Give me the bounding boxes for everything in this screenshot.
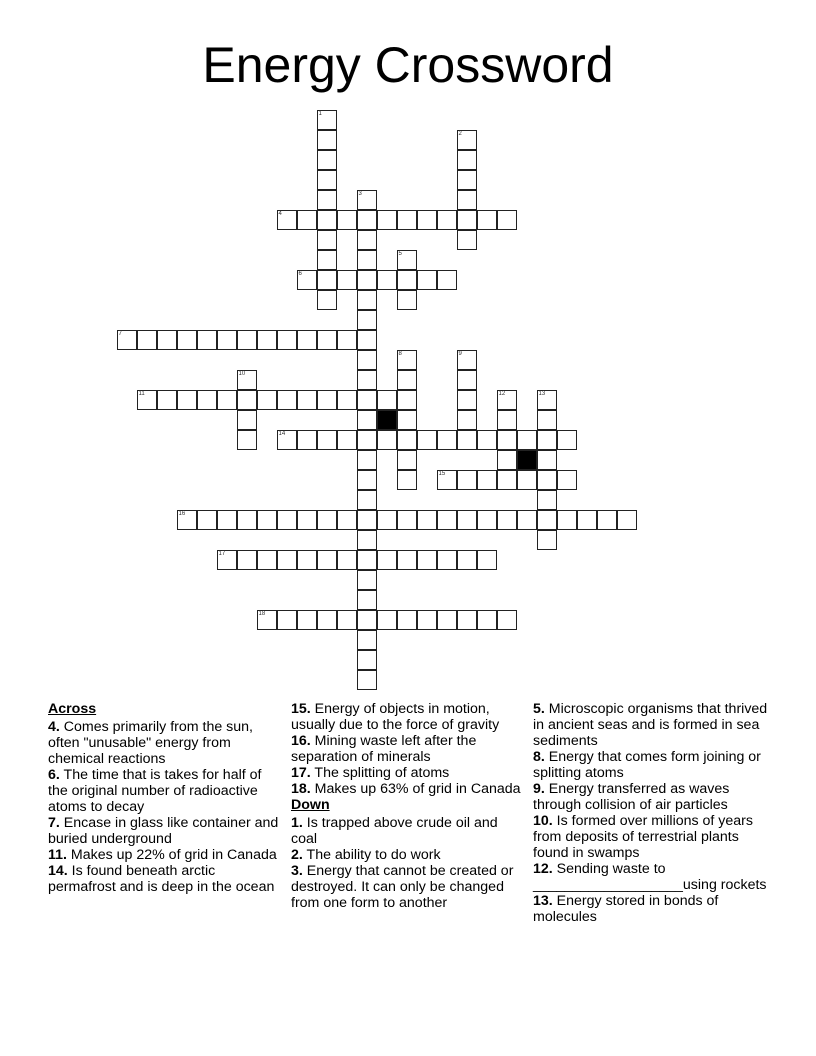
grid-cell[interactable]	[357, 250, 377, 270]
grid-cell[interactable]	[277, 210, 297, 230]
grid-cell[interactable]	[397, 290, 417, 310]
clue-across-15	[291, 701, 527, 733]
clue-number: 4.	[48, 719, 60, 735]
grid-cell[interactable]	[297, 510, 317, 530]
grid-cell[interactable]	[397, 370, 417, 390]
grid-cell[interactable]	[497, 450, 517, 470]
clue-number: 8.	[533, 749, 545, 765]
grid-cell[interactable]	[357, 230, 377, 250]
cell-number: 15	[438, 470, 446, 477]
grid-cell[interactable]	[597, 510, 617, 530]
page-title: Energy Crossword	[202, 37, 614, 93]
grid-cell[interactable]	[317, 150, 337, 170]
grid-cell[interactable]	[397, 610, 417, 630]
clue-text: Comes primarily from the sun, often "unusable" energy from chemical reactions	[48, 719, 254, 767]
grid-cell[interactable]	[357, 210, 377, 230]
grid-cell[interactable]	[357, 410, 377, 430]
grid-cell[interactable]	[457, 130, 477, 150]
cell-number: 5	[398, 250, 402, 257]
clue-down-12	[533, 861, 773, 893]
clue-text: Energy that comes form joining or splitting atoms	[533, 749, 761, 781]
grid-cell[interactable]	[177, 510, 197, 530]
grid-cell[interactable]	[337, 550, 357, 570]
grid-cell[interactable]	[157, 390, 177, 410]
grid-cell[interactable]	[457, 390, 477, 410]
grid-cell[interactable]	[317, 550, 337, 570]
grid-cell[interactable]	[317, 250, 337, 270]
grid-cell[interactable]	[577, 510, 597, 530]
clue-across-7	[48, 815, 283, 847]
grid-cell[interactable]	[297, 610, 317, 630]
clue-number: 7.	[48, 815, 60, 831]
grid-cell[interactable]	[417, 430, 437, 450]
grid-cell[interactable]	[277, 430, 297, 450]
grid-cell[interactable]	[217, 330, 237, 350]
grid-cell[interactable]	[357, 490, 377, 510]
grid-cell[interactable]	[357, 430, 377, 450]
clue-number: 12.	[533, 861, 553, 877]
clues-column-2	[291, 701, 527, 911]
grid-cell[interactable]	[357, 570, 377, 590]
cell-number: 1	[318, 110, 322, 117]
grid-cell[interactable]	[377, 430, 397, 450]
grid-cell[interactable]	[317, 390, 337, 410]
cell-number: 4	[278, 210, 282, 217]
clue-across-11	[48, 847, 283, 863]
cell-number: 7	[118, 330, 122, 337]
grid-cell[interactable]	[357, 650, 377, 670]
clue-text: The ability to do work	[302, 847, 441, 863]
clue-number: 14.	[48, 863, 68, 879]
grid-cell[interactable]	[317, 270, 337, 290]
grid-cell[interactable]	[317, 610, 337, 630]
grid-cell[interactable]	[397, 410, 417, 430]
grid-cell[interactable]	[497, 470, 517, 490]
cell-number: 14	[278, 430, 286, 437]
cell-number: 8	[398, 350, 402, 357]
clue-text: Makes up 63% of grid in Canada	[310, 781, 521, 797]
grid-cell[interactable]	[357, 590, 377, 610]
clue-text: Is formed over millions of years from deposits of terrestrial plants found in swamps	[533, 813, 754, 861]
grid-cell[interactable]	[457, 610, 477, 630]
grid-cell[interactable]	[357, 450, 377, 470]
grid-cell[interactable]	[557, 510, 577, 530]
grid-cell[interactable]	[437, 470, 457, 490]
grid-cell[interactable]	[277, 330, 297, 350]
clue-number: 16.	[291, 733, 311, 749]
grid-cell[interactable]	[217, 510, 237, 530]
clue-number: 6.	[48, 767, 60, 783]
grid-cell[interactable]	[397, 210, 417, 230]
clue-across-17	[291, 765, 527, 781]
grid-cell[interactable]	[237, 430, 257, 450]
grid-cell[interactable]	[517, 430, 537, 450]
grid-cell[interactable]	[497, 510, 517, 530]
grid-cell[interactable]	[177, 330, 197, 350]
clue-text: Energy that cannot be created or destroyed. It can only be changed from one form to another	[291, 863, 514, 911]
grid-cell[interactable]	[497, 210, 517, 230]
grid-cell[interactable]	[377, 210, 397, 230]
grid-cell[interactable]	[457, 410, 477, 430]
grid-cell[interactable]	[357, 290, 377, 310]
grid-cell[interactable]	[357, 310, 377, 330]
grid-cell[interactable]	[397, 250, 417, 270]
grid-cell[interactable]	[437, 430, 457, 450]
grid-cell[interactable]	[497, 410, 517, 430]
grid-cell[interactable]	[237, 510, 257, 530]
grid-cell[interactable]	[477, 430, 497, 450]
clue-number: 18.	[291, 781, 311, 797]
grid-cell[interactable]	[457, 370, 477, 390]
grid-cell[interactable]	[337, 270, 357, 290]
grid-cell[interactable]	[377, 390, 397, 410]
grid-cell[interactable]	[257, 330, 277, 350]
cell-number: 11	[138, 390, 145, 397]
grid-cell[interactable]	[297, 390, 317, 410]
clue-across-4	[48, 719, 283, 767]
clue-down-5	[533, 701, 773, 749]
grid-cell[interactable]	[237, 390, 257, 410]
grid-cell[interactable]	[317, 170, 337, 190]
grid-cell[interactable]	[557, 430, 577, 450]
clue-down-10	[533, 813, 773, 861]
clues-column-1	[48, 701, 283, 895]
grid-cell[interactable]	[297, 330, 317, 350]
grid-cell[interactable]	[237, 550, 257, 570]
clue-across-14	[48, 863, 283, 895]
grid-cell[interactable]	[437, 210, 457, 230]
clue-number: 5.	[533, 701, 545, 717]
clue-across-18	[291, 781, 527, 797]
grid-cell[interactable]	[397, 550, 417, 570]
cell-number: 18	[258, 610, 266, 617]
grid-cell[interactable]	[317, 130, 337, 150]
grid-cell[interactable]	[617, 510, 637, 530]
grid-cell[interactable]	[317, 290, 337, 310]
down-heading: Down	[291, 797, 330, 813]
grid-cell[interactable]	[277, 390, 297, 410]
grid-cell[interactable]	[397, 510, 417, 530]
clue-down-13	[533, 893, 773, 925]
clue-text: Energy of objects in motion, usually due to the force of gravity	[291, 701, 500, 733]
clue-down-9	[533, 781, 773, 813]
grid-cell[interactable]	[357, 610, 377, 630]
cell-number: 9	[458, 350, 462, 357]
grid-cell[interactable]	[317, 330, 337, 350]
grid-cell[interactable]	[277, 610, 297, 630]
grid-cell[interactable]	[457, 210, 477, 230]
grid-cell[interactable]	[357, 630, 377, 650]
cell-number: 12	[498, 390, 506, 397]
black-cell	[377, 410, 397, 430]
clue-across-6	[48, 767, 283, 815]
grid-cell[interactable]	[357, 270, 377, 290]
grid-cell[interactable]	[277, 550, 297, 570]
grid-cell[interactable]	[337, 210, 357, 230]
grid-cell[interactable]	[377, 270, 397, 290]
grid-cell[interactable]	[477, 210, 497, 230]
grid-cell[interactable]	[137, 330, 157, 350]
clue-text: Makes up 22% of grid in Canada	[66, 847, 277, 863]
grid-cell[interactable]	[437, 270, 457, 290]
grid-cell[interactable]	[297, 430, 317, 450]
grid-cell[interactable]	[477, 510, 497, 530]
grid-cell[interactable]	[417, 270, 437, 290]
grid-cell[interactable]	[357, 530, 377, 550]
grid-cell[interactable]	[397, 270, 417, 290]
grid-cell[interactable]	[537, 470, 557, 490]
grid-cell[interactable]	[297, 550, 317, 570]
clue-down-3	[291, 863, 527, 911]
grid-cell[interactable]	[557, 470, 577, 490]
clue-number: 1.	[291, 815, 303, 831]
grid-cell[interactable]	[537, 410, 557, 430]
grid-cell[interactable]	[457, 550, 477, 570]
grid-cell[interactable]	[337, 390, 357, 410]
grid-cell[interactable]	[357, 330, 377, 350]
clue-text: Is trapped above crude oil and coal	[291, 815, 498, 847]
grid-cell[interactable]	[537, 430, 557, 450]
grid-cell[interactable]	[457, 510, 477, 530]
black-cell	[517, 450, 537, 470]
grid-cell[interactable]	[437, 550, 457, 570]
grid-cell[interactable]	[457, 230, 477, 250]
clue-number: 2.	[291, 847, 303, 863]
grid-cell[interactable]	[217, 390, 237, 410]
grid-cell[interactable]	[197, 390, 217, 410]
grid-cell[interactable]	[297, 270, 317, 290]
grid-cell[interactable]	[137, 390, 157, 410]
grid-cell[interactable]	[417, 550, 437, 570]
clue-text: Encase in glass like container and buried underground	[48, 815, 279, 847]
clue-number: 11.	[48, 847, 67, 863]
grid-cell[interactable]	[317, 210, 337, 230]
grid-cell[interactable]	[237, 410, 257, 430]
grid-cell[interactable]	[337, 510, 357, 530]
cell-number: 10	[238, 370, 246, 377]
grid-cell[interactable]	[197, 510, 217, 530]
grid-cell[interactable]	[317, 430, 337, 450]
cell-number: 3	[358, 190, 362, 197]
grid-cell[interactable]	[357, 350, 377, 370]
grid-cell[interactable]	[397, 450, 417, 470]
grid-cell[interactable]	[397, 390, 417, 410]
grid-cell[interactable]	[497, 610, 517, 630]
grid-cell[interactable]	[517, 510, 537, 530]
grid-cell[interactable]	[517, 470, 537, 490]
grid-cell[interactable]	[477, 610, 497, 630]
grid-cell[interactable]	[217, 550, 237, 570]
grid-cell[interactable]	[357, 190, 377, 210]
clue-number: 10.	[533, 813, 553, 829]
grid-cell[interactable]	[477, 470, 497, 490]
clue-number: 15.	[291, 701, 311, 717]
grid-cell[interactable]	[457, 350, 477, 370]
grid-cell[interactable]	[357, 670, 377, 690]
grid-cell[interactable]	[357, 370, 377, 390]
grid-cell[interactable]	[317, 190, 337, 210]
grid-cell[interactable]	[457, 170, 477, 190]
clue-number: 9.	[533, 781, 545, 797]
grid-cell[interactable]	[497, 430, 517, 450]
grid-cell[interactable]	[537, 530, 557, 550]
grid-cell[interactable]	[197, 330, 217, 350]
grid-cell[interactable]	[457, 470, 477, 490]
grid-cell[interactable]	[297, 210, 317, 230]
cell-number: 6	[298, 270, 302, 277]
grid-cell[interactable]	[397, 470, 417, 490]
grid-cell[interactable]	[497, 390, 517, 410]
grid-cell[interactable]	[537, 390, 557, 410]
grid-cell[interactable]	[277, 510, 297, 530]
grid-cell[interactable]	[377, 550, 397, 570]
grid-cell[interactable]	[337, 610, 357, 630]
grid-cell[interactable]	[117, 330, 137, 350]
cell-number: 2	[458, 130, 462, 137]
grid-cell[interactable]	[537, 510, 557, 530]
grid-cell[interactable]	[237, 330, 257, 350]
clue-down-2	[291, 847, 527, 863]
grid-cell[interactable]	[417, 510, 437, 530]
grid-cell[interactable]	[257, 550, 277, 570]
grid-cell[interactable]	[457, 190, 477, 210]
grid-cell[interactable]	[537, 450, 557, 470]
cell-number: 13	[538, 390, 546, 397]
grid-cell[interactable]	[377, 610, 397, 630]
clue-number: 13.	[533, 893, 553, 909]
grid-cell[interactable]	[457, 150, 477, 170]
clue-text: Energy transferred as waves through collision of air particles	[533, 781, 730, 813]
grid-cell[interactable]	[357, 470, 377, 490]
cell-number: 16	[178, 510, 186, 517]
grid-cell[interactable]	[357, 510, 377, 530]
grid-cell[interactable]	[437, 610, 457, 630]
grid-cell[interactable]	[437, 510, 457, 530]
grid-cell[interactable]	[417, 210, 437, 230]
grid-cell[interactable]	[177, 390, 197, 410]
grid-cell[interactable]	[377, 510, 397, 530]
clue-number: 17.	[291, 765, 311, 781]
grid-cell[interactable]	[477, 550, 497, 570]
clue-text: Sending waste to ___________________using rockets	[533, 861, 767, 893]
clue-down-1	[291, 815, 527, 847]
clue-text: Microscopic organisms that thrived in ancient seas and is formed in sea sediments	[533, 701, 768, 749]
grid-cell[interactable]	[357, 390, 377, 410]
grid-cell[interactable]	[397, 430, 417, 450]
clue-text: Energy stored in bonds of molecules	[533, 893, 719, 925]
grid-cell[interactable]	[237, 370, 257, 390]
clue-text: The splitting of atoms	[310, 765, 450, 781]
grid-cell[interactable]	[337, 330, 357, 350]
clue-down-8	[533, 749, 773, 781]
grid-cell[interactable]	[537, 490, 557, 510]
clue-number: 3.	[291, 863, 303, 879]
grid-cell[interactable]	[257, 390, 277, 410]
across-heading: Across	[48, 701, 97, 717]
grid-cell[interactable]	[157, 330, 177, 350]
grid-cell[interactable]	[457, 430, 477, 450]
clues-column-3	[533, 701, 773, 925]
grid-cell[interactable]	[317, 510, 337, 530]
clue-across-16	[291, 733, 527, 765]
clue-text: Is found beneath arctic permafrost and is deep in the ocean	[48, 863, 275, 895]
cell-number: 17	[218, 550, 226, 557]
clue-text: The time that is takes for half of the original number of radioactive atoms to decay	[48, 767, 262, 815]
grid-cell[interactable]	[257, 510, 277, 530]
grid-cell[interactable]	[317, 230, 337, 250]
grid-cell[interactable]	[337, 430, 357, 450]
clue-text: Mining waste left after the separation of minerals	[291, 733, 477, 765]
grid-cell[interactable]	[417, 610, 437, 630]
grid-cell[interactable]	[357, 550, 377, 570]
grid-cell[interactable]	[397, 350, 417, 370]
grid-cell[interactable]	[257, 610, 277, 630]
grid-cell[interactable]	[317, 110, 337, 130]
